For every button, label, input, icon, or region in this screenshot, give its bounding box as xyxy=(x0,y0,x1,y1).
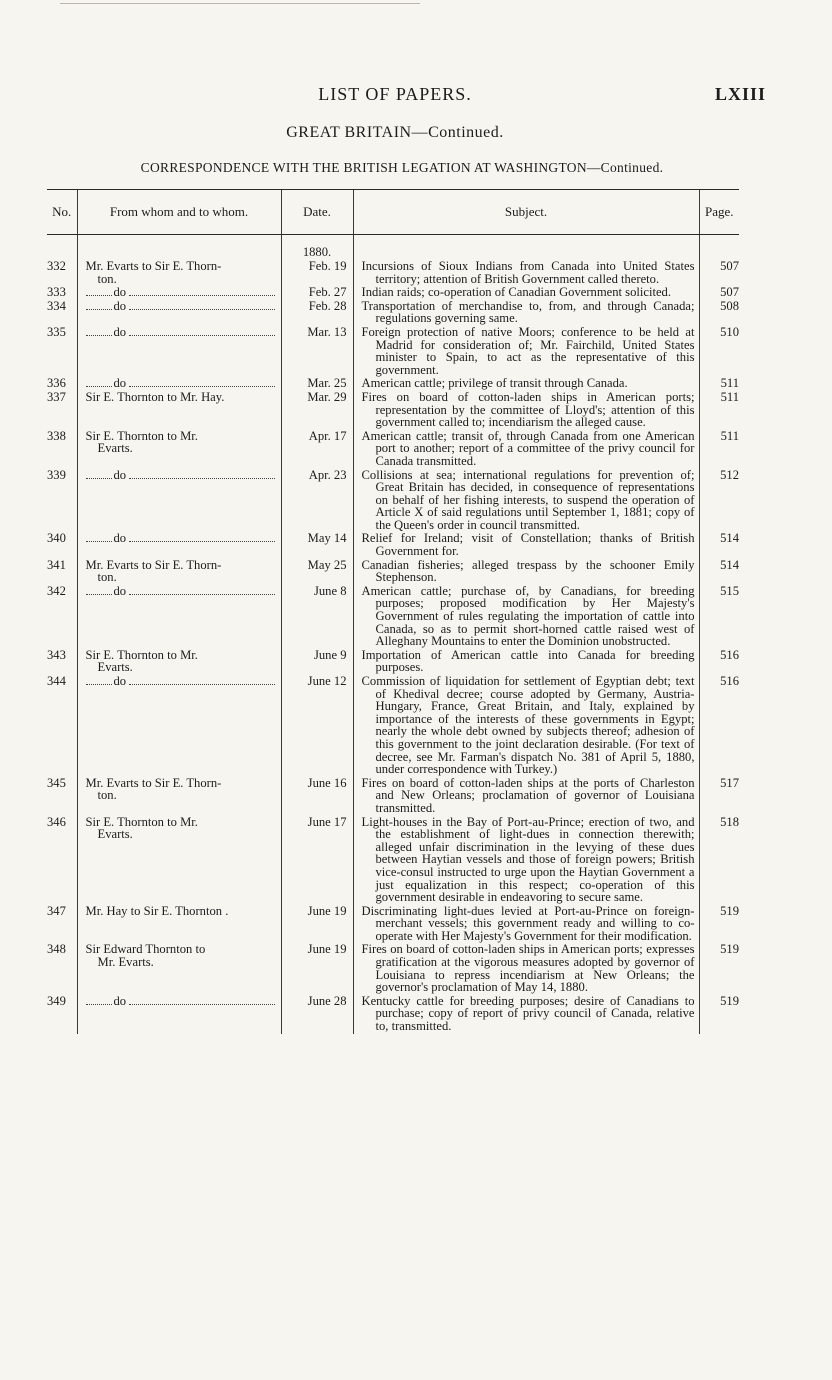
correspondent xyxy=(77,260,281,285)
paper-number: 346 xyxy=(47,814,66,829)
paper-number: 342 xyxy=(47,583,66,598)
page-reference: 508 xyxy=(699,300,739,325)
page-reference: 515 xyxy=(699,585,739,648)
table-row xyxy=(47,559,739,584)
col-header-subject: Subject. xyxy=(353,190,699,235)
correspondent-line: Mr. Evarts to Sir E. Thorn- xyxy=(85,259,222,273)
paper-number: 340 xyxy=(47,531,66,546)
ditto-entry xyxy=(86,675,275,688)
paper-subject xyxy=(353,377,699,390)
paper-date: June 17 xyxy=(281,816,353,904)
correspondent-line: Sir Edward Thornton to xyxy=(85,942,206,957)
paper-date: Mar. 25 xyxy=(281,377,353,390)
correspondent xyxy=(77,816,281,904)
col-header-from: From whom and to whom. xyxy=(77,190,281,235)
paper-subject xyxy=(353,300,699,325)
paper-number: 338 xyxy=(47,428,66,443)
dot-leader xyxy=(86,326,112,336)
paper-subject xyxy=(353,777,699,815)
paper-subject xyxy=(353,326,699,376)
dot-leader xyxy=(129,469,274,479)
ditto-entry xyxy=(86,377,275,390)
table-row xyxy=(47,532,739,557)
dot-leader xyxy=(86,675,112,685)
paper-date: June 8 xyxy=(281,585,353,648)
page-reference: 517 xyxy=(699,777,739,815)
paper-number: 348 xyxy=(47,942,66,957)
subject-text: American cattle; privilege of transit through Canada. xyxy=(361,376,628,391)
ditto-text: do xyxy=(113,298,127,313)
subject-text: Importation of American cattle into Canada for breeding purposes. xyxy=(361,647,695,675)
ditto-text: do xyxy=(113,376,127,391)
ditto-entry xyxy=(86,585,275,598)
page-reference: 511 xyxy=(699,430,739,468)
table-row xyxy=(47,377,739,390)
paper-date: Mar. 29 xyxy=(281,391,353,429)
correspondent-line: Mr. Evarts to Sir E. Thorn- xyxy=(85,775,222,790)
dot-leader xyxy=(86,300,112,310)
page-reference: 510 xyxy=(699,326,739,376)
ditto-text: do xyxy=(113,674,127,688)
col-header-page: Page. xyxy=(699,190,739,235)
subject-text: American cattle; purchase of, by Canadians, for breeding purposes; proposed modification by Her Majesty's Government of rules regulating the importation of cattle into Canada, so as to permit short-horned cattle raised west of Alleghany Mountains to enter the Dominion unobstructed. xyxy=(361,583,695,649)
top-rule xyxy=(60,3,420,4)
paper-number: 339 xyxy=(47,467,66,482)
paper-number: 336 xyxy=(47,376,66,391)
paper-date: May 14 xyxy=(281,532,353,557)
paper-date: June 28 xyxy=(281,995,353,1033)
correspondent xyxy=(77,905,281,943)
correspondent-line: Sir E. Thornton to Mr. xyxy=(85,647,198,662)
page-reference: 519 xyxy=(699,905,739,943)
paper-subject xyxy=(353,649,699,674)
correspondent xyxy=(77,300,281,325)
ditto-entry xyxy=(86,995,275,1008)
paper-date: May 25 xyxy=(281,559,353,584)
paper-subject xyxy=(353,469,699,532)
table-body xyxy=(47,235,739,1034)
page-folio: LXIII xyxy=(714,84,766,104)
ditto-text: do xyxy=(113,285,127,300)
dot-leader xyxy=(86,585,112,595)
paper-subject xyxy=(353,286,699,299)
page-reference: 511 xyxy=(699,391,739,429)
correspondent-line: Sir E. Thornton to Mr. xyxy=(85,814,198,829)
page-reference: 507 xyxy=(699,260,739,285)
paper-number: 334 xyxy=(47,298,66,313)
paper-date: Feb. 19 xyxy=(281,260,353,285)
ditto-text: do xyxy=(113,993,127,1008)
papers-table xyxy=(47,189,739,1034)
page-reference: 514 xyxy=(699,559,739,584)
subject-text: American cattle; transit of, through Canada from one American port to another; report of a committee of the privy council for Canada transmitted. xyxy=(361,428,695,468)
paper-date: Mar. 13 xyxy=(281,326,353,376)
correspondent-continuation: ton. xyxy=(97,570,117,585)
paper-date: June 12 xyxy=(281,675,353,776)
correspondent xyxy=(77,377,281,390)
page-reference: 516 xyxy=(699,649,739,674)
paper-subject xyxy=(353,430,699,468)
col-header-no: No. xyxy=(47,190,77,235)
table-row xyxy=(47,675,739,776)
correspondent xyxy=(77,559,281,584)
table-row xyxy=(47,286,739,299)
dot-leader xyxy=(129,585,274,595)
subject-text: Kentucky cattle for breeding purposes; desire of Canadians to purchase; copy of report of privy council of Canada, relative to, transmitted. xyxy=(361,993,695,1034)
table-header-row xyxy=(47,190,739,235)
dot-leader xyxy=(129,675,274,685)
col-header-date: Date. xyxy=(281,190,353,235)
subject-text: Collisions at sea; international regulations for prevention of; Great Britain has decided, in consequence of representations on behalf of her fishing interests, to suspend the operation of Article X of said regulations until September 1, 1881; copy of the Queen's order in council transmitted. xyxy=(361,467,695,532)
correspondent-continuation: ton. xyxy=(97,271,117,286)
subject-text: Discriminating light-dues levied at Port-au-Prince on foreign-merchant vessels; this government ready and willing to co-operate with Her Majesty's Government for their modification. xyxy=(361,903,695,943)
correspondent-continuation: ton. xyxy=(97,788,117,803)
correspondent-line: Sir E. Thornton to Mr. xyxy=(85,428,198,443)
correspondent xyxy=(77,675,281,776)
table-row xyxy=(47,391,739,429)
subject-text: Foreign protection of native Moors; conference to be held at Madrid for consideration of; Mr. Fairchild, United States minister to Spain, to act as the representative of this government. xyxy=(361,324,695,377)
paper-subject xyxy=(353,559,699,584)
ditto-entry xyxy=(86,286,275,299)
table-row xyxy=(47,777,739,815)
paper-number: 345 xyxy=(47,775,66,790)
paper-date: June 9 xyxy=(281,649,353,674)
dot-leader xyxy=(86,995,112,1005)
ditto-entry xyxy=(86,300,275,313)
dot-leader xyxy=(86,286,112,296)
paper-date: Apr. 17 xyxy=(281,430,353,468)
dot-leader xyxy=(129,532,274,542)
paper-subject xyxy=(353,905,699,943)
paper-subject xyxy=(353,532,699,557)
page-reference: 519 xyxy=(699,995,739,1033)
paper-subject xyxy=(353,260,699,285)
ditto-text: do xyxy=(113,531,127,546)
paper-number: 349 xyxy=(47,993,66,1008)
section-title: CORRESPONDENCE WITH THE BRITISH LEGATION AT WASHINGTON—Continued. xyxy=(140,160,664,175)
dot-leader xyxy=(86,532,112,542)
table-row xyxy=(47,469,739,532)
paper-subject xyxy=(353,585,699,648)
page-reference: 511 xyxy=(699,377,739,390)
dot-leader xyxy=(129,300,274,310)
ditto-entry xyxy=(86,326,275,339)
correspondent xyxy=(77,995,281,1033)
subject-text: Fires on board of cotton-laden ships in American ports; expresses gratification at the vigorous measures adopted by governor of Louisiana to repress incendiarism at New Orleans; the governor's proclamation of May 14, 1880. xyxy=(361,942,695,995)
table-row xyxy=(47,995,739,1033)
dot-leader xyxy=(86,469,112,479)
table-row xyxy=(47,816,739,904)
correspondent xyxy=(77,585,281,648)
country-subtitle: GREAT BRITAIN—Continued. xyxy=(286,124,504,141)
table-row xyxy=(47,905,739,943)
correspondent-line: Sir E. Thornton to Mr. Hay. xyxy=(85,389,225,404)
paper-date: June 19 xyxy=(281,943,353,993)
correspondent-continuation: Evarts. xyxy=(97,660,133,675)
subject-text: Canadian fisheries; alleged trespass by the schooner Emily Stephenson. xyxy=(361,557,695,585)
dot-leader xyxy=(129,995,274,1005)
correspondent-continuation: Evarts. xyxy=(97,441,133,456)
paper-number: 332 xyxy=(47,259,66,273)
page-reference: 516 xyxy=(699,675,739,776)
paper-number: 335 xyxy=(47,324,66,339)
ditto-text: do xyxy=(113,583,127,598)
correspondent xyxy=(77,326,281,376)
paper-date: Feb. 28 xyxy=(281,300,353,325)
year-label: 1880. xyxy=(302,245,332,259)
ditto-text: do xyxy=(113,324,127,339)
subject-text: Fires on board of cotton-laden ships at the ports of Charleston and New Orleans; proclamation of governor of Louisiana transmitted. xyxy=(361,775,695,815)
table-row xyxy=(47,326,739,376)
page-title: LIST OF PAPERS. xyxy=(318,84,472,104)
correspondent-continuation: Evarts. xyxy=(97,827,133,842)
dot-leader xyxy=(129,326,274,336)
ditto-entry xyxy=(86,532,275,545)
correspondent xyxy=(77,943,281,993)
paper-number: 337 xyxy=(47,389,66,404)
paper-number: 341 xyxy=(47,557,66,572)
paper-date: June 19 xyxy=(281,905,353,943)
paper-number: 343 xyxy=(47,647,66,662)
subject-text: Commission of liquidation for settlement of Egyptian debt; text of Khedival decree; course adopted by Germany, Austria-Hungary, France, Great Britain, and Italy, explained by importance of the interests of these governments in Egypt; nearly the whole debt owned by subjects thereof; adhesion of this government to the joint declaration desirable. (For text of decree, see Mr. Farman's dispatch No. 381 of April 5, 1880, under correspondence with Turkey.) xyxy=(361,674,695,777)
dot-leader xyxy=(86,377,112,387)
correspondent xyxy=(77,391,281,429)
table-row xyxy=(47,260,739,285)
table-row xyxy=(47,430,739,468)
paper-number: 347 xyxy=(47,903,66,918)
page-reference: 512 xyxy=(699,469,739,532)
page-reference: 514 xyxy=(699,532,739,557)
subject-text: Light-houses in the Bay of Port-au-Prince; erection of two, and the establishment of light-dues in connection therewith; alleged unfair discrimination in the levying of these dues between Haytian vessels and those of foreign powers; British vice-consul instructed to urge upon the Haytian Government a just equalization in this respect; co-operation of this government desirable in endeavoring to secure same. xyxy=(361,814,695,905)
paper-subject xyxy=(353,675,699,776)
correspondent xyxy=(77,649,281,674)
dot-leader xyxy=(129,377,274,387)
page-reference: 507 xyxy=(699,286,739,299)
ditto-text: do xyxy=(113,467,127,482)
correspondent-continuation: Mr. Evarts. xyxy=(97,955,154,970)
paper-number: 333 xyxy=(47,285,66,300)
subject-text: Transportation of merchandise to, from, and through Canada; regulations governing same. xyxy=(361,298,695,326)
dot-leader xyxy=(129,286,274,296)
table-row xyxy=(47,300,739,325)
paper-date: Feb. 27 xyxy=(281,286,353,299)
paper-subject xyxy=(353,816,699,904)
paper-date: June 16 xyxy=(281,777,353,815)
page-header xyxy=(0,84,832,108)
ditto-entry xyxy=(86,469,275,482)
page-reference: 519 xyxy=(699,943,739,993)
correspondent xyxy=(77,532,281,557)
correspondent-line: Mr. Evarts to Sir E. Thorn- xyxy=(85,557,222,572)
correspondent-line: Mr. Hay to Sir E. Thornton . xyxy=(85,903,229,918)
table-row xyxy=(47,649,739,674)
page-reference: 518 xyxy=(699,816,739,904)
paper-subject xyxy=(353,995,699,1033)
paper-subject xyxy=(353,391,699,429)
correspondent xyxy=(77,430,281,468)
paper-date: Apr. 23 xyxy=(281,469,353,532)
paper-number: 344 xyxy=(47,674,66,688)
correspondent xyxy=(77,286,281,299)
subject-text: Fires on board of cotton-laden ships in American ports; representation by the committee of Lloyd's; attention of this government called to; incendiarism the alleged cause. xyxy=(361,389,695,430)
paper-subject xyxy=(353,943,699,993)
correspondent xyxy=(77,469,281,532)
subject-text: Incursions of Sioux Indians from Canada into United States territory; attention of British Government called thereto. xyxy=(361,259,695,286)
correspondent xyxy=(77,777,281,815)
table-row xyxy=(47,585,739,648)
subject-text: Indian raids; co-operation of Canadian Government solicited. xyxy=(361,285,671,300)
subject-text: Relief for Ireland; visit of Constellation; thanks of British Government for. xyxy=(361,531,695,559)
table-row xyxy=(47,943,739,993)
